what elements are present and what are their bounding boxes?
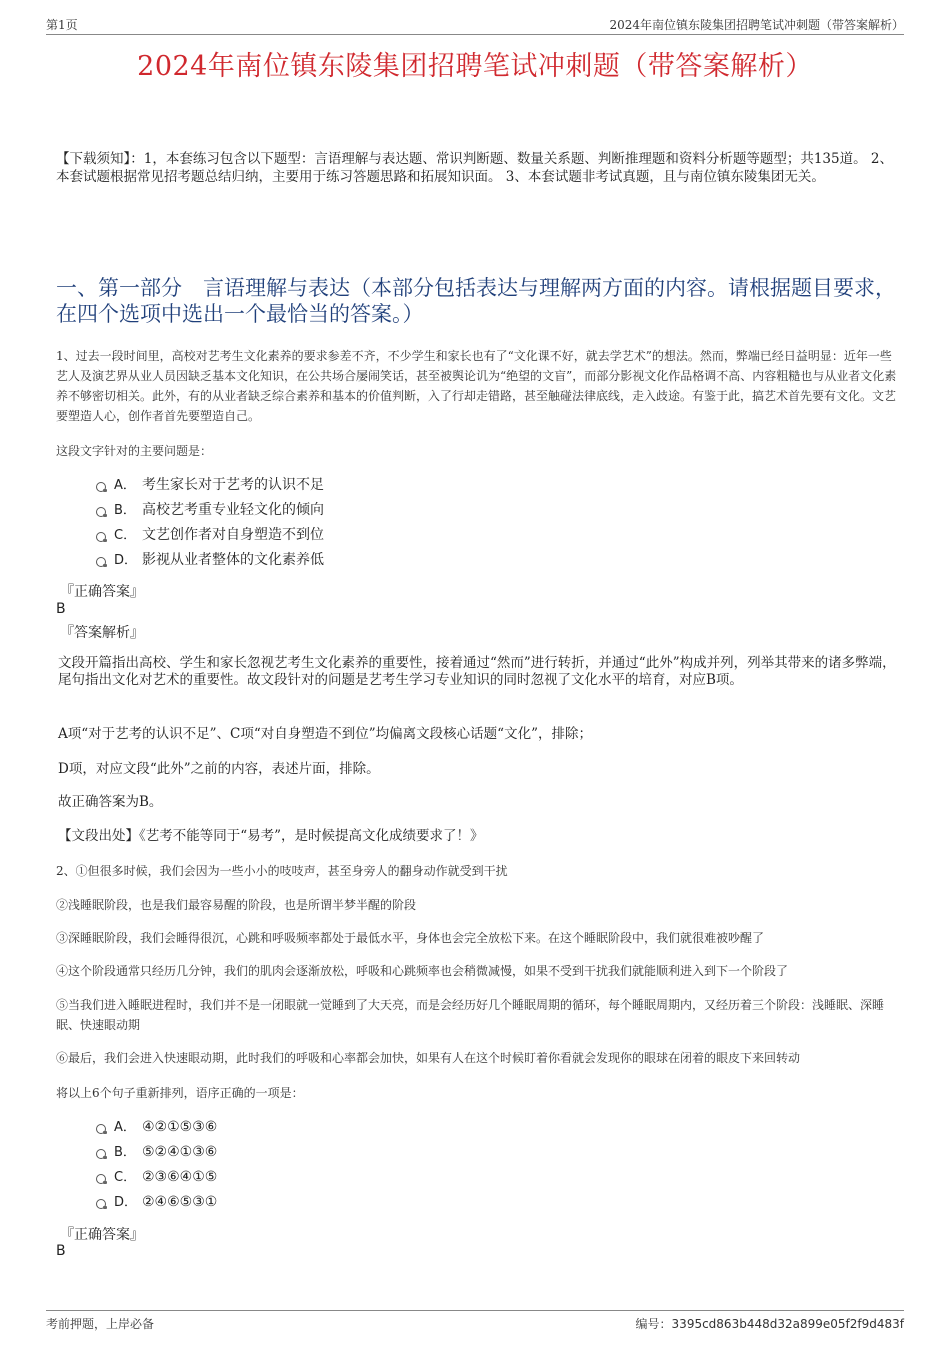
question-2-sentence: ⑤当我们进入睡眠进程时，我们并不是一闭眼就一觉睡到了大天亮，而是会经历好几个睡眠周期的循环，每个睡眠周期内，又经历着三个阶段：浅睡眠、深睡眠、快速眼动期 bbox=[56, 998, 885, 1032]
q1-analysis-conclusion: 故正确答案为B。 bbox=[58, 794, 163, 810]
question-2-sentence: 2、①但很多时候，我们会因为一些小小的吱吱声，甚至身旁人的翻身动作就受到干扰 bbox=[56, 864, 508, 878]
q1-option-b[interactable]: B． 高校艺考重专业轻文化的倾向 bbox=[96, 498, 324, 523]
question-2-options bbox=[96, 1115, 217, 1215]
question-2-sentence: ③深睡眠阶段，我们会睡得很沉，心跳和呼吸频率都处于最低水平，身体也会完全放松下来。在这个睡眠阶段中，我们就很难被吵醒了 bbox=[56, 931, 765, 945]
q1-analysis-paragraph: A项“对于艺考的认识不足”、C项“对自身塑造不到位”均偏离文段核心话题“文化”，排除； bbox=[58, 726, 592, 742]
q2-answer-value: B bbox=[56, 1243, 66, 1259]
radio-icon[interactable] bbox=[96, 507, 106, 517]
radio-icon[interactable] bbox=[96, 532, 106, 542]
question-2-prompt: 将以上6个句子重新排列，语序正确的一项是： bbox=[56, 1086, 304, 1100]
question-2-sentence: ②浅睡眠阶段，也是我们最容易醒的阶段，也是所谓半梦半醒的阶段 bbox=[56, 898, 417, 912]
document-title: 2024年南位镇东陵集团招聘笔试冲刺题（带答案解析） bbox=[137, 51, 813, 82]
radio-icon[interactable] bbox=[96, 1124, 106, 1134]
page-header bbox=[46, 14, 904, 35]
q1-option-a[interactable]: A． 考生家长对于艺考的认识不足 bbox=[96, 473, 324, 498]
question-2-sentence: ⑥最后，我们会进入快速眼动期，此时我们的呼吸和心率都会加快，如果有人在这个时候盯着你看就会发现你的眼球在闭着的眼皮下来回转动 bbox=[56, 1051, 801, 1065]
page-footer bbox=[46, 1310, 904, 1335]
q1-answer-value: B bbox=[56, 601, 66, 617]
footer-code: 编号：3395cd863b448d32a899e05f2f9d483f bbox=[635, 1317, 904, 1331]
download-notice: 【下载须知】：1，本套练习包含以下题型：言语理解与表达题、常识判断题、数量关系题、判断推理题和资料分析题等题型；共135道。 2、本套试题根据常见招考题总结归纳，主要用于练习答题思路和拓展知识面。 3、本套试题非考试真题，且与南位镇东陵集团无关。 bbox=[56, 151, 893, 185]
radio-icon[interactable] bbox=[96, 1174, 106, 1184]
q1-option-c[interactable]: C． 文艺创作者对自身塑造不到位 bbox=[96, 523, 324, 548]
q2-answer-label: 『正确答案』 bbox=[60, 1227, 144, 1243]
radio-icon[interactable] bbox=[96, 1199, 106, 1209]
radio-icon[interactable] bbox=[96, 557, 106, 567]
header-doc-title: 2024年南位镇东陵集团招聘笔试冲刺题（带答案解析） bbox=[609, 18, 904, 32]
radio-icon[interactable] bbox=[96, 1149, 106, 1159]
q1-analysis-paragraph: 文段开篇指出高校、学生和家长忽视艺考生文化素养的重要性，接着通过“然而”进行转折，并通过“此外”构成并列，列举其带来的诸多弊端，尾句指出文化对艺术的重要性。故文段针对的问题是艺考生学习专业知识的同时忽视了文化水平的培育，对应B项。 bbox=[58, 655, 896, 688]
q2-option-a[interactable]: A． ④②①⑤③⑥ bbox=[96, 1115, 217, 1140]
footer-slogan: 考前押题，上岸必备 bbox=[46, 1317, 155, 1331]
q2-option-b[interactable]: B． ⑤②④①③⑥ bbox=[96, 1140, 217, 1165]
section-title: 一、第一部分 言语理解与表达（本部分包括表达与理解两方面的内容。请根据题目要求，在四个选项中选出一个最恰当的答案。） bbox=[56, 276, 896, 326]
question-1-prompt: 这段文字针对的主要问题是： bbox=[56, 444, 213, 458]
q1-option-d[interactable]: D． 影视从业者整体的文化素养低 bbox=[96, 548, 324, 573]
q1-answer-label: 『正确答案』 bbox=[60, 584, 144, 600]
q2-option-c[interactable]: C． ②③⑥④①⑤ bbox=[96, 1165, 217, 1190]
question-1-stem: 1、过去一段时间里，高校对艺考生文化素养的要求参差不齐，不少学生和家长也有了“文化课不好，就去学艺术”的想法。然而，弊端已经日益明显：近年一些艺人及演艺界从业人员因缺乏基本文化知识，在公共场合屡闹笑话，甚至被舆论讥为“绝望的文盲”，而部分影视文化作品格调不高、内容粗糙也与从业者文化素养不够密切相关。此外，有的从业者缺乏综合素养和基本的价值判断，入了行却走错路，甚至触碰法律底线，走入歧途。有鉴于此，搞艺术首先要有文化。文艺要塑造人心，创作者首先要塑造自己。 bbox=[56, 349, 897, 423]
q2-option-d[interactable]: D． ②④⑥⑤③① bbox=[96, 1190, 217, 1215]
question-2-sentence: ④这个阶段通常只经历几分钟，我们的肌肉会逐渐放松，呼吸和心跳频率也会稍微减慢，如果不受到干扰我们就能顺利进入到下一个阶段了 bbox=[56, 964, 789, 978]
page-number: 第1页 bbox=[46, 18, 78, 32]
radio-icon[interactable] bbox=[96, 482, 106, 492]
q1-source: 【文段出处】《艺考不能等同于“易考”，是时候提高文化成绩要求了！》 bbox=[58, 828, 484, 844]
question-1-options bbox=[96, 473, 324, 573]
q1-analysis-paragraph: D项，对应文段“此外”之前的内容，表述片面，排除。 bbox=[58, 761, 380, 777]
q1-analysis-label: 『答案解析』 bbox=[60, 625, 144, 641]
